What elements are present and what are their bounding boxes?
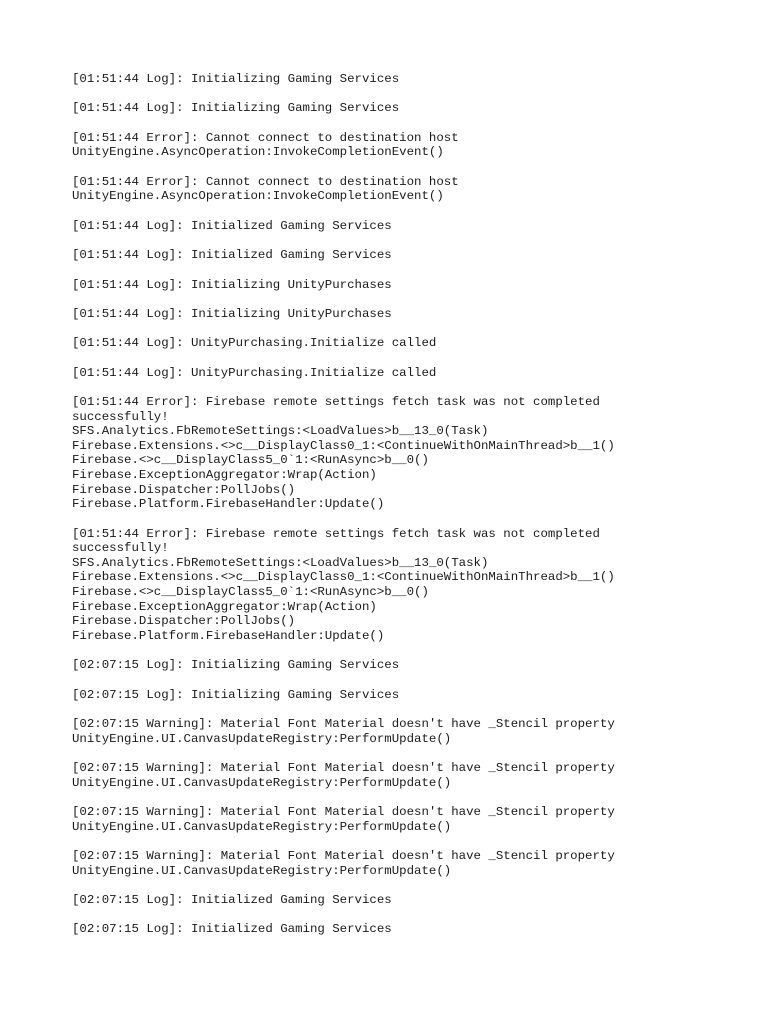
stack-trace-line: UnityEngine.UI.CanvasUpdateRegistry:PerformUpdate() [72,863,452,878]
stack-trace-line: Firebase.Dispatcher:PollJobs() [72,482,296,497]
stack-trace-line: Firebase.<>c__DisplayClass5_0`1:<RunAsync>b__0() [72,453,429,468]
log-message-line: [01:51:44 Log]: Initializing Gaming Services [72,72,400,86]
log-output [72,72,692,952]
log-entry [72,527,692,644]
stack-trace-line: UnityEngine.UI.CanvasUpdateRegistry:PerformUpdate() [72,731,452,746]
log-message-line: [02:07:15 Log]: Initialized Gaming Services [72,922,392,937]
stack-trace-line: successfully! [72,541,169,556]
log-entry [72,688,692,703]
log-entry [72,805,692,834]
log-message-line: [01:51:44 Log]: Initializing Gaming Services [72,101,400,116]
stack-trace-line: Firebase.Platform.FirebaseHandler:Update() [72,628,385,643]
log-message-line: [02:07:15 Log]: Initializing Gaming Services [72,658,400,673]
log-entry [72,395,692,512]
log-entry [72,336,692,351]
log-entry [72,175,692,204]
log-entry [72,849,692,878]
stack-trace-line: SFS.Analytics.FbRemoteSettings:<LoadValues>b__13_0(Task) [72,555,489,570]
stack-trace-line: UnityEngine.UI.CanvasUpdateRegistry:PerformUpdate() [72,775,452,790]
log-entry [72,717,692,746]
log-entry [72,307,692,322]
log-message-line: [02:07:15 Warning]: Material Font Material doesn't have _Stencil property [72,804,615,819]
stack-trace-line: Firebase.Extensions.<>c__DisplayClass0_1:<ContinueWithOnMainThread>b__1() [72,438,615,453]
log-entry [72,72,692,87]
log-message-line: [01:51:44 Log]: Initialized Gaming Services [72,248,392,263]
log-message-line: [02:07:15 Log]: Initialized Gaming Services [72,892,392,907]
log-entry [72,131,692,160]
log-message-line: [02:07:15 Log]: Initializing Gaming Services [72,687,400,702]
log-message-line: [01:51:44 Log]: UnityPurchasing.Initialize called [72,365,437,380]
stack-trace-line: Firebase.Platform.FirebaseHandler:Update() [72,497,385,512]
log-entry [72,658,692,673]
log-message-line: [01:51:44 Log]: Initializing UnityPurchases [72,277,392,292]
log-message-line: [01:51:44 Log]: Initialized Gaming Services [72,218,392,233]
stack-trace-line: successfully! [72,409,169,424]
log-message-line: [02:07:15 Warning]: Material Font Material doesn't have _Stencil property [72,848,615,863]
log-entry [72,101,692,116]
log-message-line: [02:07:15 Warning]: Material Font Material doesn't have _Stencil property [72,716,615,731]
log-message-line: [01:51:44 Error]: Firebase remote settings fetch task was not completed [72,526,600,541]
log-message-line: [01:51:44 Log]: Initializing UnityPurchases [72,306,392,321]
log-message-line: [01:51:44 Error]: Cannot connect to destination host [72,174,459,189]
stack-trace-line: UnityEngine.UI.CanvasUpdateRegistry:PerformUpdate() [72,819,452,834]
log-entry [72,366,692,381]
log-entry [72,219,692,234]
stack-trace-line: UnityEngine.AsyncOperation:InvokeCompletionEvent() [72,189,444,204]
log-entry [72,922,692,937]
stack-trace-line: UnityEngine.AsyncOperation:InvokeCompletionEvent() [72,145,444,160]
log-entry [72,893,692,908]
log-message-line: [01:51:44 Error]: Firebase remote settings fetch task was not completed [72,395,600,410]
stack-trace-line: Firebase.Extensions.<>c__DisplayClass0_1:<ContinueWithOnMainThread>b__1() [72,570,615,585]
stack-trace-line: Firebase.ExceptionAggregator:Wrap(Action) [72,599,377,614]
log-entry [72,248,692,263]
log-entry [72,761,692,790]
stack-trace-line: Firebase.ExceptionAggregator:Wrap(Action) [72,468,377,483]
stack-trace-line: SFS.Analytics.FbRemoteSettings:<LoadValues>b__13_0(Task) [72,424,489,439]
stack-trace-line: Firebase.Dispatcher:PollJobs() [72,614,296,629]
stack-trace-line: Firebase.<>c__DisplayClass5_0`1:<RunAsync>b__0() [72,585,429,600]
log-message-line: [01:51:44 Error]: Cannot connect to destination host [72,130,459,145]
log-entry [72,278,692,293]
log-message-line: [02:07:15 Warning]: Material Font Material doesn't have _Stencil property [72,760,615,775]
log-message-line: [01:51:44 Log]: UnityPurchasing.Initialize called [72,336,437,351]
